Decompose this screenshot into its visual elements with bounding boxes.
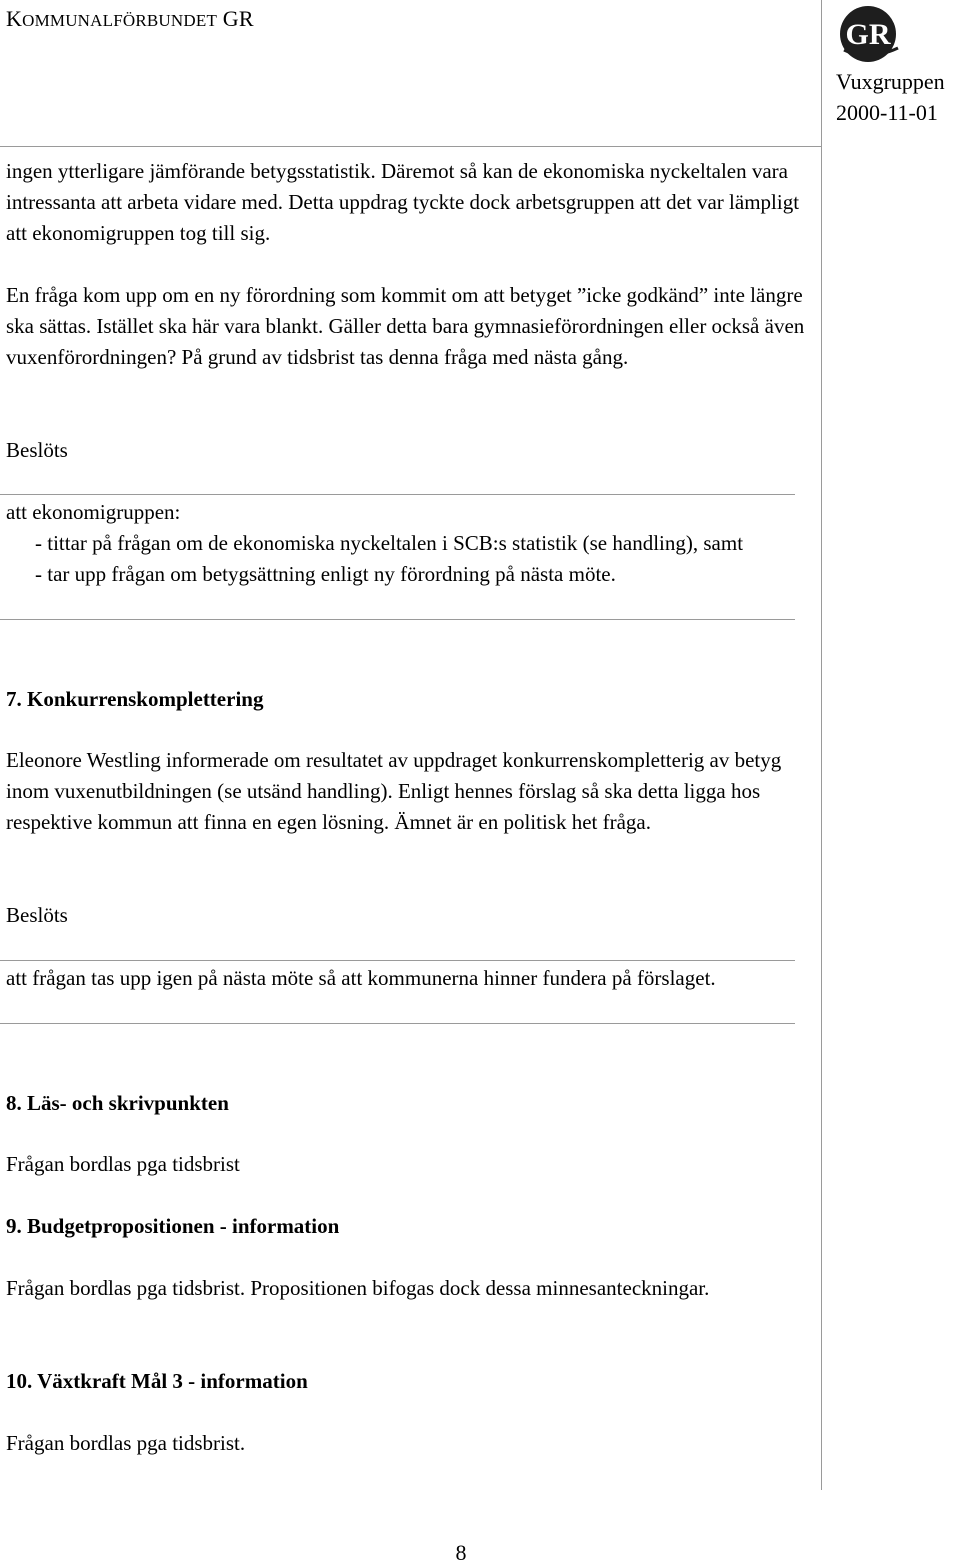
decision-item: - tittar på frågan om de ekonomiska nyckeltalen i SCB:s statistik (se handling), samt bbox=[35, 531, 744, 555]
header-divider bbox=[0, 146, 822, 147]
section-heading: 9. Budgetpropositionen - information bbox=[6, 1214, 340, 1238]
gr-logo bbox=[838, 4, 904, 64]
section-heading: 10. Växtkraft Mål 3 - information bbox=[6, 1369, 308, 1393]
section-paragraph: Frågan bordlas pga tidsbrist. Propositionen bifogas dock dessa minnesanteckningar. bbox=[6, 1276, 710, 1300]
group-name: Vuxgruppen bbox=[836, 69, 945, 94]
question-paragraph: En fråga kom upp om en ny förordning som kommit om att betyget ”icke godkänd” inte längre ska sättas. Istället ska här vara blankt. Gäller detta bara gymnasieförordningen eller också även vuxenförordningen? På grund av tidsbrist tas denna fråga med nästa gång. bbox=[6, 283, 805, 369]
margin-divider bbox=[821, 0, 822, 1490]
decision-divider-top bbox=[0, 494, 795, 495]
decision-block bbox=[6, 497, 806, 590]
page-number: 8 bbox=[455, 1540, 467, 1565]
org-abbreviation: GR bbox=[222, 6, 254, 31]
section-paragraph: Frågan bordlas pga tidsbrist bbox=[6, 1152, 240, 1176]
decision-item: - tar upp frågan om betygsättning enligt ny förordning på nästa möte. bbox=[35, 562, 616, 586]
section-paragraph: Eleonore Westling informerade om resultatet av uppdraget konkurrenskompletterig av betyg inom vuxenutbildningen (se utsänd handling). Enligt hennes förslag så ska detta ligga hos respektive kommun att finna en egen lösning. Ämnet är en politisk het fråga. bbox=[6, 748, 782, 834]
document-date: 2000-11-01 bbox=[836, 100, 938, 125]
section-paragraph: Frågan bordlas pga tidsbrist. bbox=[6, 1431, 246, 1455]
decision-label: Beslöts bbox=[6, 438, 68, 462]
decision-text: att frågan tas upp igen på nästa möte så att kommunerna hinner fundera på förslaget. bbox=[6, 966, 716, 990]
decision-divider-bottom bbox=[0, 1023, 795, 1024]
decision-divider-top bbox=[0, 960, 795, 961]
section-heading: 7. Konkurrenskomplettering bbox=[6, 687, 264, 711]
decision-divider-bottom bbox=[0, 619, 795, 620]
organization-name bbox=[6, 6, 254, 32]
decision-label: Beslöts bbox=[6, 903, 68, 927]
intro-paragraph: ingen ytterligare jämförande betygsstatistik. Däremot så kan de ekonomiska nyckeltalen vara intressanta att arbeta vidare med. Detta uppdrag tyckte dock arbetsgruppen att det var lämpligt att ekonomigruppen tog till sig. bbox=[6, 159, 800, 245]
section-heading: 8. Läs- och skrivpunkten bbox=[6, 1091, 229, 1115]
decision-lead: att ekonomigruppen: bbox=[6, 500, 181, 524]
org-name-rest: OMMUNALFÖRBUNDET bbox=[22, 11, 218, 30]
org-initial: K bbox=[6, 6, 23, 31]
header-meta bbox=[836, 66, 945, 128]
logo-lettering: GR bbox=[845, 18, 891, 51]
